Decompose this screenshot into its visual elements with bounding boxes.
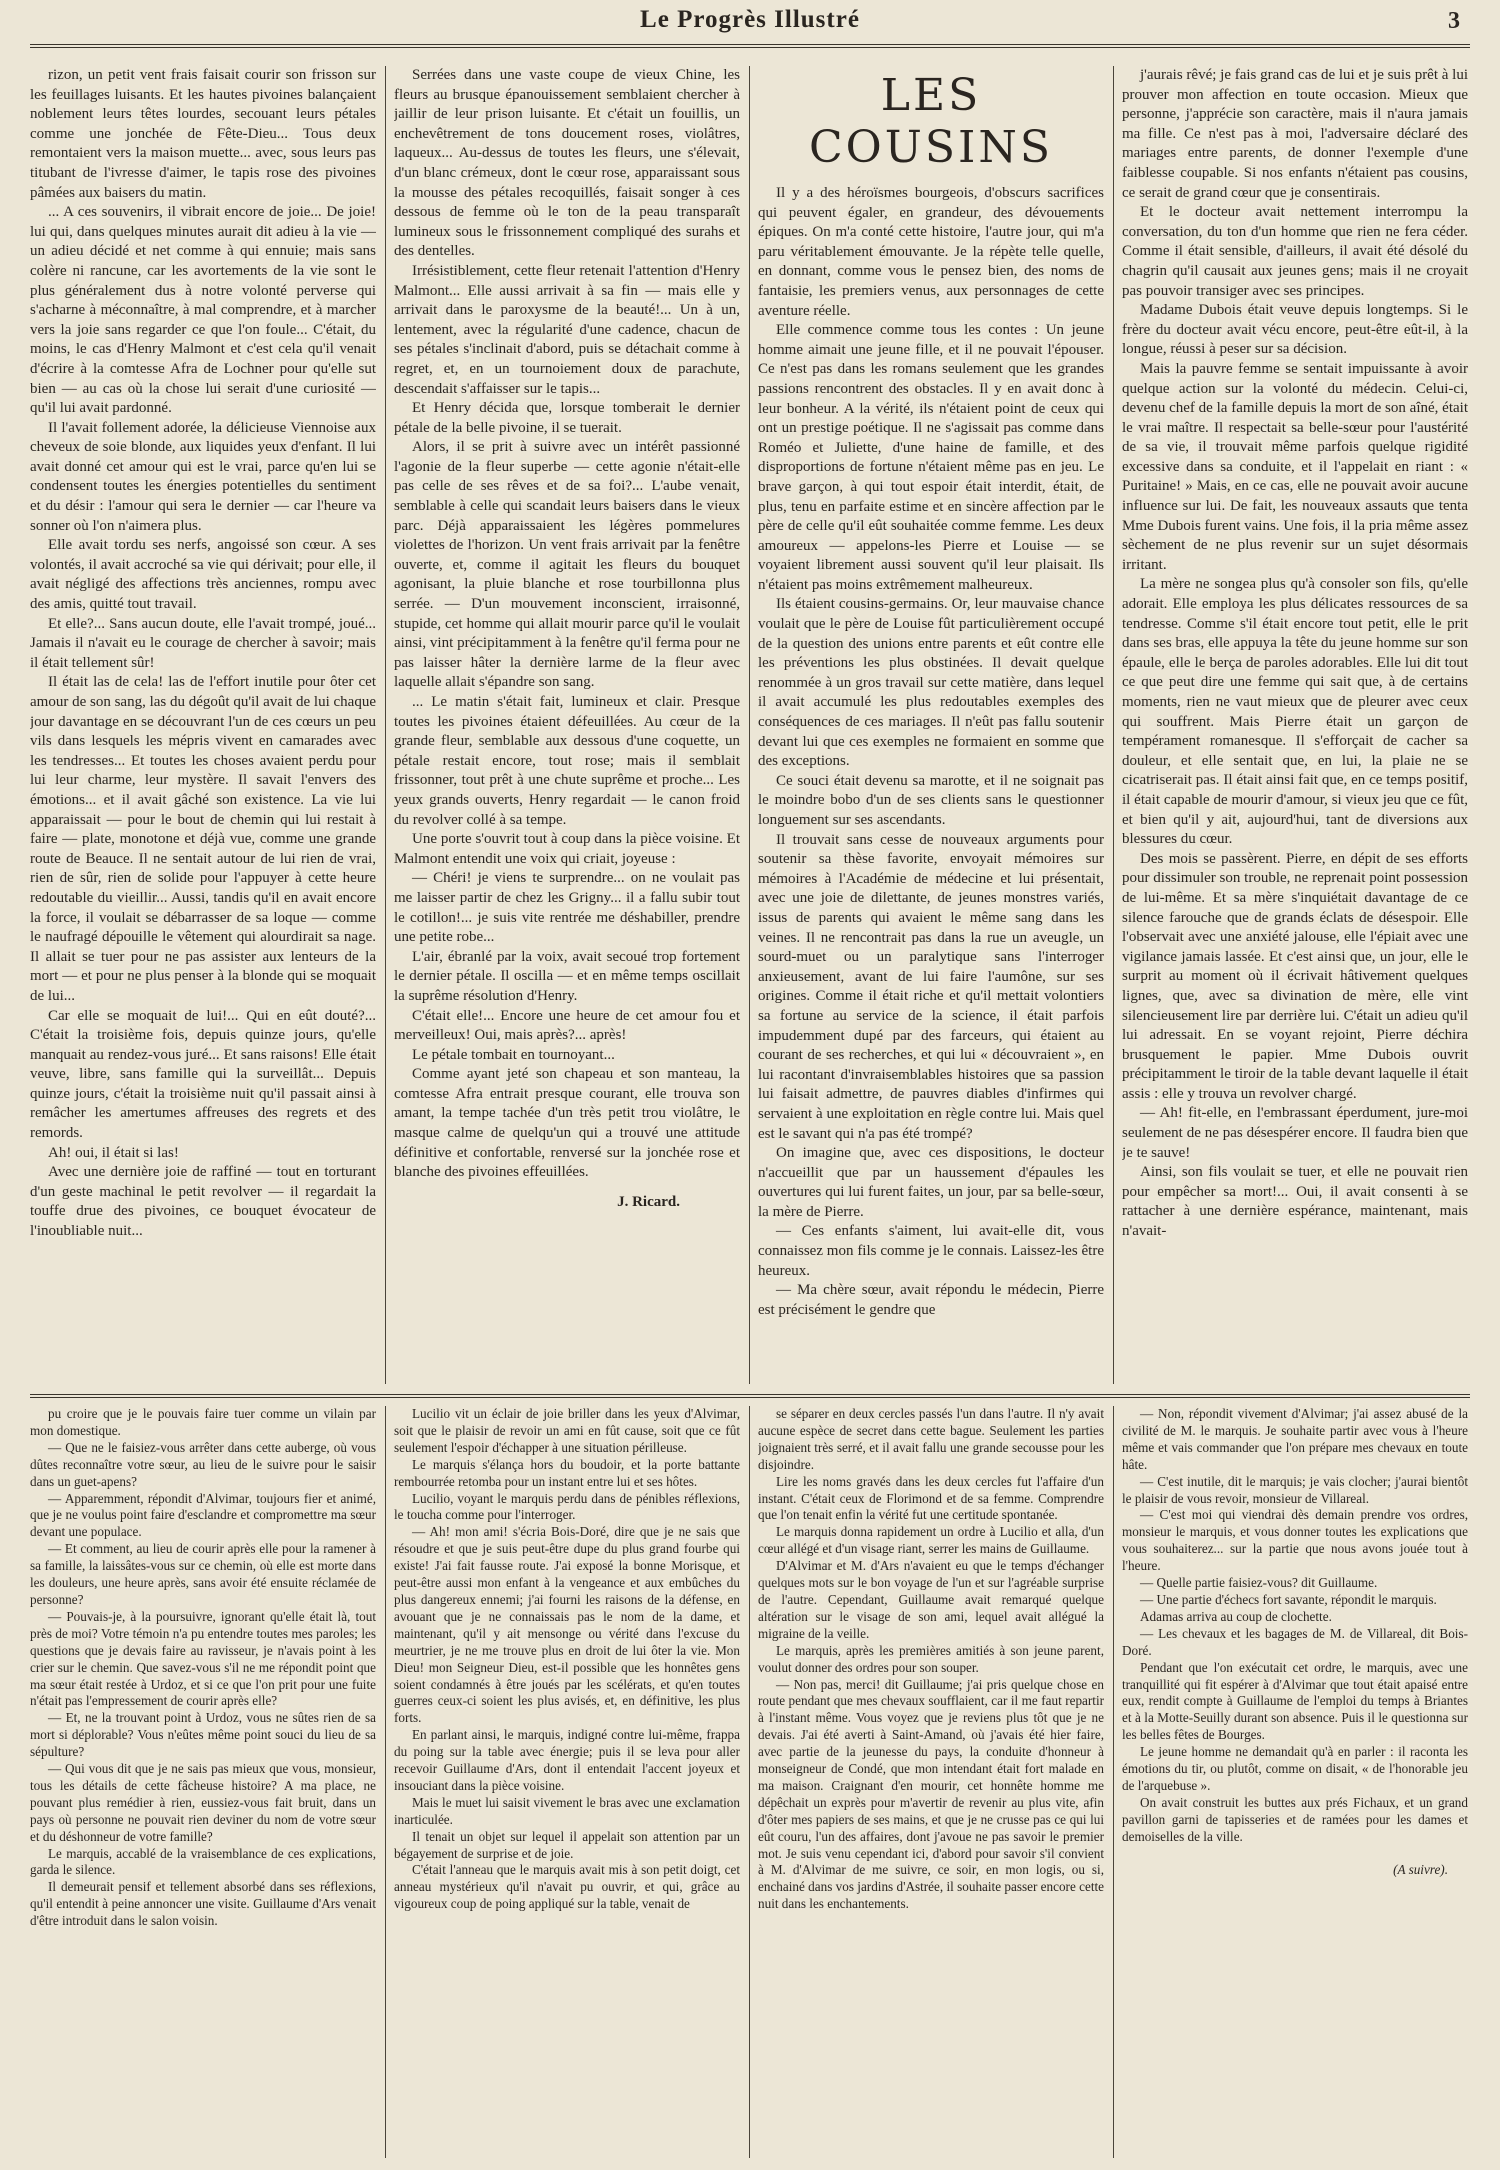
- cousins-paragraph: Ce souci était devenu sa marotte, et il ne soignait pas le moindre bobo d'un de ses clients sans le questionner longuement sur ses ascendants.: [758, 772, 1104, 828]
- cousins-paragraph: Il trouvait sans cesse de nouveaux arguments pour soutenir sa thèse favorite, envoyait mémoires sur mémoires à l'Académie de médecine et lui présentait, avec une joie de dilettante, de jeunes monstres variés, issus de parents qui avaient le même sang dans les veines. Il ne rencontrait pas dans la rue un aveugle, un sourd-muet ou un paralytique sans l'interroger anxieusement, avant de lui faire l'aumône, sur ses origines. Comme il était riche et qu'il mettait volontiers sa fortune au service de la science, il était parfois impudemment dupé par des farceurs, qui étaient au courant de ses recherches, et qui lui « découvraient », en lui racontant d'invraisemblables histoires que sa passion lui faisait admettre, de pauvres diables d'infirmes qui servaient à une exploitation en règle contre lui. Mais quel est le savant qui n'a pas été trompé?: [758, 831, 1104, 1142]
- cousins-paragraph: — Ah! fit-elle, en l'embrassant éperdument, jure-moi seulement de ne pas désespérer encore. Il faudra bien que je te sauve!: [1122, 1105, 1468, 1161]
- story-paragraph: Le pétale tombait en tournoyant...: [412, 1046, 615, 1063]
- author-signature: J. Ricard.: [617, 1193, 680, 1210]
- story-paragraph: L'air, ébranlé par la voix, avait secoué trop fortement le dernier pétale. Il oscilla — et en même temps oscillait la suprême résolution d'Henry.: [394, 948, 740, 1004]
- story-paragraph: ... A ces souvenirs, il vibrait encore de joie... De joie! lui qui, dans quelques minutes aurait dit adieu à la vie — un adieu décidé et net comme à qui ennuie; mais sans colère ni rancune, car les avortements de la vie sont le plus généralement dus à notre volonté perverse qui s'acharne à méconnaître, à mal comprendre, et à marcher vers la joie sans regarder ce que l'on foule... C'était, du moins, le cas d'Henry Malmont et c'est cela qu'il venait d'écrire à la comtesse Afra de Lochner pour qu'elle sut bien — au cas où la chose lui serait d'une curiosité — qu'il lui avait pardonné.: [30, 204, 376, 417]
- story-paragraph: Comme ayant jeté son chapeau et son manteau, la comtesse Afra entrait presque courant, elle trouva son amant, la tempe tachée d'un très petit trou violâtre, le masque calme de quelqu'un qui a trouvé une attitude définitive et confortable, renversé sur la jonchée rose et blanche des pivoines effeuillées.: [394, 1066, 740, 1181]
- cousins-column-2: [1122, 66, 1468, 1384]
- feuilleton-paragraph: — Une partie d'échecs fort savante, répondit le marquis.: [1140, 1591, 1437, 1607]
- cousins-paragraph: La mère ne songea plus qu'à consoler son fils, qu'elle adorait. Elle employa les plus délicates ressources de sa tendresse. Comme s'il était encore tout petit, elle le prit dans ses bras, elle appuya la tête du jeune homme sur son épaule, elle le berça de paroles adorables. Elle lui dit tout ce que peut dire une femme qui sait que, à de certains moments, rien ne vaut mieux que de pleurer avec ceux qui souffrent. Mais Pierre était un garçon de tempérament romanesque. Il s'efforçait de cacher sa douleur, et elle sentait que, en lui, la plaie ne se cicatriserait pas. Il était ainsi fait que, en ce temps positif, il était capable de mourir d'amour, si vieux jeu que ce fût, et bien qu'il y ait, aujourd'hui, tant de diversions aux blessures du cœur.: [1122, 576, 1468, 848]
- story-column-1: [30, 66, 376, 1384]
- feuilleton-paragraph: Le marquis s'élança hors du boudoir, et la porte battante rembourrée retomba pour un instant entre lui et ses hôtes.: [394, 1456, 740, 1489]
- story-paragraph: Et elle?... Sans aucun doute, elle l'avait trompé, joué... Jamais il n'avait eu le courage de chercher à savoir; mais il était tellement sûr!: [30, 615, 376, 671]
- cousins-paragraph: Des mois se passèrent. Pierre, en dépit de ses efforts pour dissimuler son trouble, ne reprenait point possession de lui-même. Et sa mère s'inquiétait davantage de ce silence farouche que de grands éclats de désespoir. Elle l'observait avec une anxiété jalouse, elle l'épiait avec une vigilance jamais lassée. Et c'est ainsi que, un jour, elle le surprit au moment où il écrivait hâtivement quelques lignes, que, avec sa divination de mère, elle vint silencieusement lire par derrière lui. C'était un adieu qu'il lui adressait. En se voyant rejoint, Pierre déchira brusquement le papier. Mme Dubois ouvrit précipitamment le tiroir de la table devant laquelle il était assis : elle y trouva un revolver chargé.: [1122, 850, 1468, 1102]
- story-paragraph: ... Le matin s'était fait, lumineux et clair. Presque toutes les pivoines étaient défeuillées. Au cœur de la grande fleur, semblable aux dessous d'une coquette, un pétale restait encore, tout rose; mais il semblait frissonner, tout prêt à une chute suprême et proche... Les yeux grands ouverts, Henry regardait — le canon froid du revolver collé à sa tempe.: [394, 694, 740, 828]
- cousins-paragraph: Ils étaient cousins-germains. Or, leur mauvaise chance voulait que le père de Louise fût particulièrement occupé de la question des unions entre parents et eût contre elle les préventions les plus obstinées. Il devait quelque renommée à un gros travail sur cette matière, dans lequel il avait accumulé les plus redoutables exemples des conséquences de ces mariages. Il n'eût pas fallu soutenir devant lui que ces exemples ne formaient en somme que des exceptions.: [758, 596, 1104, 770]
- feuilleton-paragraph: On avait construit les buttes aux prés Fichaux, et un grand pavillon garni de tapisseries et de ramées pour les dames et demoiselles de la ville.: [1122, 1794, 1468, 1844]
- story-paragraph: Car elle se moquait de lui!... Qui en eût douté?... C'était la troisième fois, depuis quinze jours, qu'elle manquait au rendez-vous juré... Et sans raisons! Elle était veuve, libre, sans famille qui la surveillât... Depuis quinze jours, c'était la troisième nuit qu'il passait ainsi à remâcher les amertumes affreuses des regrets et des remords.: [30, 1007, 376, 1142]
- cousins-column-1: [758, 66, 1104, 1384]
- feuilleton-paragraph: — Quelle partie faisiez-vous? dit Guillaume.: [1140, 1575, 1378, 1591]
- feuilleton-paragraph: D'Alvimar et M. d'Ars n'avaient eu que le temps d'échanger quelques mots sur le bon voyage de l'un et sur l'agréable surprise de l'autre. Cependant, Guillaume avait remarqué quelque altération sur le visage de son ami, lequel avait allégué la migraine de la veille.: [758, 1558, 1104, 1641]
- feuilleton-paragraph: Le marquis, accablé de la vraisemblance de ces explications, garda le silence.: [30, 1845, 376, 1878]
- column-divider: [385, 66, 386, 1384]
- feuilleton-paragraph: Le jeune homme ne demandait qu'à en parler : il raconta les émotions du tir, ou plutôt, comme on disait, « de l'honorable jeu de l'arquebuse ».: [1122, 1744, 1468, 1793]
- cousins-title: LES COUSINS: [809, 70, 1053, 173]
- feuilleton-paragraph: Pendant que l'on exécutait cet ordre, le marquis, avec une tranquillité qui fit espérer à d'Alvimar que tout était apaisé entre eux, rendit compte à Guillaume de l'emploi du temps à Briantes et à la Motte-Seuilly durant son absence. Puis il le questionna sur les belles fêtes de Bourges.: [1122, 1659, 1468, 1743]
- feuilleton-paragraph: Mais le muet lui saisit vivement le bras avec une exclamation inarticulée.: [394, 1794, 740, 1827]
- feuilleton-paragraph: pu croire que je le pouvais faire tuer comme un vilain par mon domestique.: [30, 1406, 376, 1438]
- header-rule: [30, 44, 1470, 48]
- story-paragraph: Serrées dans une vaste coupe de vieux Chine, les fleurs au brusque épanouissement semblaient chercher à jaillir de leur prison luisante. Et c'était un fouillis, un enchevêtrement de tons doucement roses, violâtres, laqueux... Au-dessus de toutes les fleurs, une s'élevait, d'un blanc crémeux, dont le cœur rose, apparaissant sous la mousse des pétales recoquillés, faisait songer à ces dessous de femme où le ton de la peau transparaît lumineux sous le frissonnement compliqué des surahs et des dentelles.: [394, 67, 740, 260]
- story-column-2: [394, 66, 740, 1384]
- feuilleton-paragraph: Lucilio vit un éclair de joie briller dans les yeux d'Alvimar, soit que le plaisir de revoir un ami en fût cause, soit que ce fût seulement l'espoir d'échapper à une situation périlleuse.: [394, 1406, 740, 1455]
- story-paragraph: Alors, il se prit à suivre avec un intérêt passionné l'agonie de la fleur superbe — cette agonie n'était-elle pas celle de ses rêves et de sa foi?... L'aube venait, semblable à celle qui scandait leurs baisers dans le vieux parc. Déjà apparaissaient les légères pommelures violettes de l'horizon. Un vent frais arrivait par la fenêtre ouverte, et, comme il agitait les fleurs du bouquet agonisant, la pluie blanche et rose tourbillonna plus serrée. — D'un mouvement inconscient, irraisonné, stupide, cet homme qui allait mourir parce qu'il le voulait ainsi, vint précipitamment à la fenêtre qu'il ferma pour ne pas laisser hâter la dernière larme de la fleur avec laquelle allait s'épandre son sang.: [394, 439, 740, 691]
- story-paragraph: Ah! oui, il était si las!: [48, 1144, 179, 1161]
- column-divider: [749, 66, 750, 1384]
- feuilleton-paragraph: — Qui vous dit que je ne sais pas mieux que vous, monsieur, tous les détails de cette fâcheuse histoire? A ma place, ne pouvant plus remédier à rien, eussiez-vous fait bruit, dans un pays où personne ne pouvait rien deviner du nom de votre sœur et du déshonneur de votre famille?: [30, 1761, 376, 1844]
- feuilleton-paragraph: — Non, répondit vivement d'Alvimar; j'ai assez abusé de la civilité de M. le marquis. Je souhaite partir avec vous à l'heure même et vais commander que l'on prépare mes chevaux en toute hâte.: [1122, 1406, 1468, 1472]
- story-paragraph: Irrésistiblement, cette fleur retenait l'attention d'Henry Malmont... Elle aussi arrivait à sa fin — mais elle y arrivait dans le paroxysme de la beauté!... Un à un, lentement, avec la régularité d'une cadence, chacun de ses pétales s'inclinait d'abord, puis se détachait comme à regret, et, en un tournoiement doux de parachute, descendait s'affaisser sur le tapis...: [394, 262, 740, 397]
- feuilleton-paragraph: En parlant ainsi, le marquis, indigné contre lui-même, frappa du poing sur la table avec énergie; puis il se leva pour aller recevoir Guillaume d'Ars, dont il entendait l'accent joyeux et insouciant dans la pièce voisine.: [394, 1727, 740, 1793]
- feuilleton-paragraph: Le marquis donna rapidement un ordre à Lucilio et alla, d'un cœur allégé et d'un visage riant, serrer les mains de Guillaume.: [758, 1524, 1104, 1557]
- story-paragraph: Une porte s'ouvrit tout à coup dans la pièce voisine. Et Malmont entendit une voix qui criait, joyeuse :: [394, 831, 740, 867]
- story-paragraph: C'était elle!... Encore une heure de cet amour fou et merveilleux! Oui, mais après?... après!: [394, 1007, 740, 1044]
- story-paragraph: Avec une dernière joie de raffiné — tout en torturant d'un geste machinal le petit revolver — il regardait la touffe drue des pivoines, ce bouquet évocateur de l'inoubliable nuit...: [30, 1164, 376, 1240]
- cousins-paragraph: Madame Dubois était veuve depuis longtemps. Si le frère du docteur avait vécu encore, peut-être eût-il, à la longue, réussi à peser sur sa décision.: [1122, 302, 1468, 358]
- column-divider: [749, 1406, 750, 2158]
- feuilleton-paragraph: — Et comment, au lieu de courir après elle pour la ramener à sa famille, la laissâtes-vous sur ce chemin, où elle est morte dans les douleurs, une heure après, sans avoir été ensuite réclamée de personne?: [30, 1541, 376, 1607]
- feuilleton-paragraph: — Non pas, merci! dit Guillaume; j'ai pris quelque chose en route pendant que mes chevaux soufflaient, car il me faut repartir à l'instant même. Vous voyez que je reviens plus tôt que je ne devais. J'ai été averti à Saint-Amand, où j'avais été hier faire, avec partie de la jeunesse du pays, la conduite d'honneur à monseigneur de Condé, que mon intendant était fort malade en ma maison. Craignant d'en mourir, cet honnête homme me dépêchait un exprès pour m'avertir de revenir au plus vite, afin d'ôter mes papiers de ses mains, et que je ne crusse pas ce qui lui eût couru, l'un des affaires, dont j'avoue ne pas savoir le premier mot. Je suis venu cependant ici, d'abord pour savoir s'il convient à M. d'Alvimar de me suivre, ce soir, en mon logis, ou si, enchainé dans vos jardins d'Astrée, il souhaite passer encore cette nuit dans les enchantements.: [758, 1676, 1104, 1912]
- cousins-paragraph: Elle commence comme tous les contes : Un jeune homme aimait une jeune fille, et il ne pouvait l'épouser. Ce n'est pas dans les romans seulement que les grandes passions rencontrent des obstacles. Il y en avait donc à leur bonheur. A la vérité, ils n'étaient point de ceux qui ont un prestige poétique. Il ne s'agissait pas comme dans Roméo et Juliette, d'une haine de famille, et des disproportions de fortune n'étaient même pas en jeu. Le brave garçon, à qui tout espoir était interdit, était, de plus, tenu en parfaite estime et en sincère affection par le père de celle qu'il eût souhaitée comme femme. Les deux amoureux — appelons-les Pierre et Louise — se voyaient librement aussi souvent qu'il leur plaisait. Ils n'étaient pas moins extrêmement malheureux.: [758, 322, 1104, 593]
- cousins-paragraph: On imagine que, avec ces dispositions, le docteur n'accueillit que par un haussement d'épaules les ouvertures qui lui furent faites, un jour, par sa belle-sœur, la mère de Pierre.: [758, 1145, 1104, 1220]
- feuilleton-paragraph: — Pouvais-je, à la poursuivre, ignorant qu'elle était là, tout près de moi? Votre témoin n'a pu entendre toutes mes paroles; les questions que je devais faire au ravisseur, je n'avais point à les crier sur le chemin. Que savez-vous s'il ne me répondit point que ma sœur était restée à Urdoz, et si ce que l'on prit pour une fuite n'était pas l'empressement de courir après elle?: [30, 1608, 376, 1709]
- feuilleton-paragraph: se séparer en deux cercles passés l'un dans l'autre. Il n'y avait aucune espèce de secret dans cette bague. Seulement les parties joignaient très serré, et il avait fallu une grande secousse pour les disjoindre.: [758, 1406, 1104, 1472]
- feuilleton-column-4: [1122, 1406, 1468, 2158]
- feuilleton-paragraph: Il demeurait pensif et tellement absorbé dans ses réflexions, qu'il entendit à peine annoncer une visite. Guillaume d'Ars venait d'être introduit dans le salon voisin.: [30, 1879, 376, 1929]
- feuilleton-column-1: [30, 1406, 376, 2158]
- cousins-paragraph: j'aurais rêvé; je fais grand cas de lui et je suis prêt à lui prouver mon affection en toute occasion. Mieux que personne, j'apprécie son caractère, mais il n'aura jamais ma fille. Ce n'est pas à moi, l'adversaire déclaré des mariages entre parents, de donner l'exemple d'une faiblesse coupable. Si nos enfants n'étaient pas cousins, ce serait de grand cœur que je consentirais.: [1122, 67, 1468, 201]
- page-header: [30, 6, 1470, 40]
- to-be-continued: (A suivre).: [1393, 1861, 1448, 1877]
- feuilleton-paragraph: — Ah! mon ami! s'écria Bois-Doré, dire que je ne sais que résoudre et que je suis peut-être dupe du plus grand fourbe qui existe! J'ai fait fausse route. J'ai exposé la bonne Morisque, et peut-être aussi mon enfant à la vengeance et aux embûches du plus dangereux ennemi; j'ai fourni les raisons de la défense, en avouant que je ne connaissais pas le nom de la dame, et maintenant, qu'il y ait mensonge ou vérité dans l'excuse du meurtrier, je ne me trouve plus en droit de lui ôter la vie. Mon Dieu! mon Seigneur Dieu, est-il possible que les honnêtes gens soient condamnés à être joués par les scélérats, et qu'en toutes guerres ceux-ci soient les plus avisés, et, en définitive, les plus forts.: [394, 1524, 740, 1726]
- feuilleton-column-3: [758, 1406, 1104, 2158]
- feuilleton-paragraph: — C'est moi qui viendrai dès demain prendre vos ordres, monsieur le marquis, et vous donner toutes les explications que vous souhaiterez... sur la partie que nous avons jouée tout à l'heure.: [1122, 1507, 1468, 1574]
- cousins-paragraph: Il y a des héroïsmes bourgeois, d'obscurs sacrifices qui peuvent égaler, en grandeur, des dévouements épiques. On m'a conté cette histoire, l'autre jour, qui m'a paru véritablement émouvante. Je la répète telle quelle, en donnant, comme vous le pensez bien, des noms de fantaisie, les premiers venus, aux personnages de cette aventure réelle.: [758, 185, 1104, 319]
- feuilleton-paragraph: — C'est inutile, dit le marquis; je vais clocher; j'aurai bientôt le plaisir de vous revoir, monsieur de Villareal.: [1122, 1473, 1468, 1506]
- feuilleton-paragraph: Lucilio, voyant le marquis perdu dans de pénibles réflexions, le toucha comme pour l'interroger.: [394, 1490, 740, 1523]
- feuilleton-paragraph: Le marquis, après les premières amitiés à son jeune parent, voulut donner des ordres pour son souper.: [758, 1642, 1104, 1675]
- feuilleton-column-2: [394, 1406, 740, 2158]
- section-divider: [30, 1394, 1470, 1398]
- column-divider: [385, 1406, 386, 2158]
- cousins-paragraph: Mais la pauvre femme se sentait impuissante à avoir quelque action sur la volonté du médecin. Celui-ci, devenu chef de la famille depuis la mort de son aîné, était le vrai maître. Il respectait sa belle-sœur pour l'austérité de sa vie, il trouvait même parfois quelque rigidité excessive dans sa conduite, et il l'appelait en riant : « Puritaine! » Mais, en ce cas, elle ne pouvait avoir aucune influence sur lui. De fait, les nouveaux assauts que tenta Mme Dubois furent vains. Une fois, il la pria même assez sèchement de ne plus revenir sur un sujet désormais irritant.: [1122, 360, 1468, 573]
- cousins-paragraph: Ainsi, son fils voulait se tuer, et elle ne pouvait rien pour empêcher sa mort!... Oui, il avait consenti à se rattacher à une dernière espérance, maintenant, mais n'avait-: [1122, 1164, 1468, 1240]
- story-paragraph: rizon, un petit vent frais faisait courir son frisson sur les feuillages luisants. Et les hautes pivoines balançaient noblement leurs têtes lourdes, secouant leurs pétales comme une jonchée de Fête-Dieu... Tous deux remontaient vers la maison muette... avec, sous leurs pas titubant de l'ivresse d'aimer, le tapis rose des pivoines pâmées aux baisers du matin.: [30, 67, 376, 201]
- cousins-paragraph: — Ces enfants s'aiment, lui avait-elle dit, vous connaissez mon fils comme je le connais. Laissez-les être heureux.: [758, 1223, 1104, 1279]
- cousins-paragraph: — Ma chère sœur, avait répondu le médecin, Pierre est précisément le gendre que: [758, 1282, 1104, 1318]
- masthead: Le Progrès Illustré: [640, 6, 860, 33]
- story-paragraph: Il était las de cela! las de l'effort inutile pour ôter cet amour de son sang, las du dégoût qu'il avait de lui chaque jour davantage en se découvrant l'un de ces cœurs un peu vils dans lesquels les mépris vivent en camarades avec les tendresses... Et toutes les choses avaient perdu pour lui leur charme, leur mystère. Il savait l'envers des émotions... et il avait gâché son existence. La vie lui apparaissait — pour le bout de chemin qui lui restait à faire — plate, monotone et déjà vue, comme une grande route de Beauce. Il ne sentait autour de lui rien de vrai, rien de sûr, rien de solide pour l'appuyer à cette heure redoutable du vieillir... Aussi, tandis qu'il en avait encore la force, il voulait se débarrasser de sa loque — comme le naufragé dépouille le vêtement qui alourdirait sa nage. Il allait se tuer pour ne pas assister aux lenteurs de la mort — et pour ne plus penser à la blonde qui se moquait de lui...: [30, 674, 376, 1004]
- column-divider: [1113, 1406, 1114, 2158]
- story-paragraph: Elle avait tordu ses nerfs, angoissé son cœur. A ses volontés, il avait accroché sa vie qui dérivait; pour elle, il avait négligé des affections très anciennes, rompu avec des amis, quitté tout travail.: [30, 537, 376, 613]
- cousins-paragraph: Et le docteur avait nettement interrompu la conversation, du ton d'un homme que rien ne fera céder. Comme il était sensible, d'ailleurs, il avait été désolé du chagrin qu'il causait aux jeunes gens; mais il ne croyait pas pouvoir transiger avec ses principes.: [1122, 204, 1468, 299]
- feuilleton-paragraph: — Les chevaux et les bagages de M. de Villareal, dit Bois-Doré.: [1122, 1625, 1468, 1658]
- column-divider: [1113, 66, 1114, 1384]
- feuilleton-paragraph: — Apparemment, répondit d'Alvimar, toujours fier et animé, que je ne voulus point faire d'esclandre et compromettre ma sœur devant une populace.: [30, 1490, 376, 1540]
- feuilleton-paragraph: Adamas arriva au coup de clochette.: [1140, 1608, 1332, 1624]
- story-paragraph: Et Henry décida que, lorsque tomberait le dernier pétale de la belle pivoine, il se tuerait.: [394, 400, 740, 436]
- feuilleton-paragraph: — Et, ne la trouvant point à Urdoz, vous ne sûtes rien de sa mort si déplorable? Vous n'eûtes même point souci du lieu de sa sépulture?: [30, 1710, 376, 1760]
- story-paragraph: — Chéri! je viens te surprendre... on ne voulait pas me laisser partir de chez les Grigny... il a fallu subir tout le cotillon!... je suis vite rentrée me déshabiller, prendre une petite robe...: [394, 870, 740, 946]
- feuilleton-paragraph: Il tenait un objet sur lequel il appelait son attention par un bégayement de surprise et de joie.: [394, 1828, 740, 1861]
- feuilleton-paragraph: C'était l'anneau que le marquis avait mis à son petit doigt, cet anneau mystérieux qu'il n'avait pu ouvrir, et qui, grâce au vigoureux coup de poing appliqué sur la table, venait de: [394, 1862, 740, 1912]
- story-paragraph: Il l'avait follement adorée, la délicieuse Viennoise aux cheveux de soie blonde, aux liquides yeux d'enfant. Il lui avait donné cet amour qui est le vrai, parce qu'en lui se condensent toutes les énergies potentielles du sentiment et du désir : l'amour qui sera le dernier — car l'heure va sonner où l'on n'aimera plus.: [30, 419, 376, 534]
- feuilleton-paragraph: — Que ne le faisiez-vous arrêter dans cette auberge, où vous dûtes reconnaître votre sœur, au lieu de le suivre pour le saisir dans un guet-apens?: [30, 1439, 376, 1489]
- feuilleton-paragraph: Lire les noms gravés dans les deux cercles fut l'affaire d'un instant. C'était ceux de Florimond et de sa femme. Comprendre que l'on tenait enfin la vérité fut une certitude spontanée.: [758, 1473, 1104, 1523]
- page-number: 3: [1448, 8, 1460, 34]
